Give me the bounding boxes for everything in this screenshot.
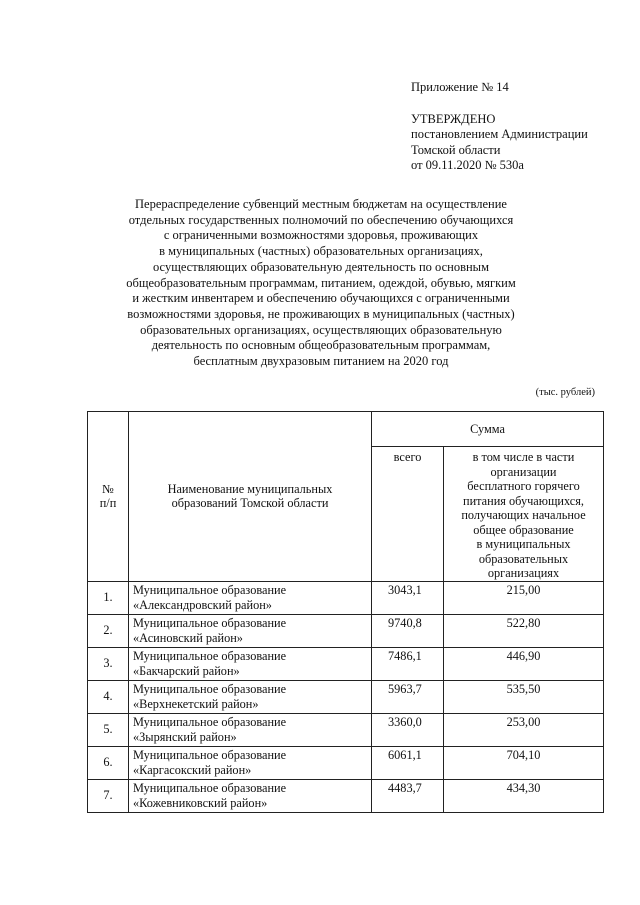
approval-line-2: Томской области: [411, 142, 501, 157]
header-number-line1: №: [102, 481, 114, 496]
title-line: бесплатным двухразовым питанием на 2020 год: [193, 354, 449, 369]
municipality-line1: Муниципальное образование: [133, 714, 287, 729]
table-row: [88, 713, 604, 746]
table-row: [88, 746, 604, 779]
table-row: [88, 647, 604, 680]
header-municipality-line1: Наименование муниципальных: [167, 481, 333, 496]
subsidy-table: [87, 411, 604, 813]
table-row: [88, 680, 604, 713]
title-line: и жестким инвентарем и обеспечению обучающихся с ограниченными: [132, 291, 510, 306]
approval-block: [411, 80, 588, 174]
table-row: [88, 614, 604, 647]
municipality-line2: «Александровский район»: [133, 597, 272, 612]
header-including-line: в том числе в части: [472, 450, 575, 464]
municipality-line1: Муниципальное образование: [133, 681, 287, 696]
header-including-line: организациях: [487, 566, 560, 580]
approval-line-1: постановлением Администрации: [411, 127, 588, 141]
row-municipality: [129, 614, 372, 647]
title-line: общеобразовательным программам, питанием, одеждой, обувью, мягким: [126, 275, 516, 290]
title-line: отдельных государственных полномочий по обеспечению обучающихся: [128, 212, 514, 227]
approval-line-3: от 09.11.2020 № 530а: [411, 158, 524, 172]
table-row: [88, 581, 604, 614]
table-header-row: [88, 412, 604, 447]
row-municipality: [129, 746, 372, 779]
header-including-line: получающих начальное: [461, 508, 586, 522]
document-title: [100, 197, 542, 370]
annex-number: Приложение № 14: [411, 80, 509, 94]
row-total: 4483,7: [372, 779, 444, 812]
row-number: 2.: [88, 614, 129, 647]
row-number: 6.: [88, 746, 129, 779]
title-line: образовательных организациях, осуществляющих образовательную: [140, 322, 502, 337]
row-number: 1.: [88, 581, 129, 614]
municipality-line2: «Бакчарский район»: [133, 663, 240, 678]
row-municipality: [129, 647, 372, 680]
header-total: всего: [372, 447, 444, 582]
approved-label: УТВЕРЖДЕНО: [411, 111, 496, 126]
table-row: [88, 779, 604, 812]
municipality-line1: Муниципальное образование: [133, 648, 287, 663]
municipality-line2: «Верхнекетский район»: [133, 696, 259, 711]
header-including-line: в муниципальных: [476, 537, 571, 551]
header-including-line: бесплатного горячего: [467, 479, 580, 493]
row-including: 446,90: [444, 647, 604, 680]
header-including-line: организации: [490, 464, 557, 479]
row-total: 6061,1: [372, 746, 444, 779]
row-total: 9740,8: [372, 614, 444, 647]
row-municipality: [129, 713, 372, 746]
row-including: 522,80: [444, 614, 604, 647]
row-number: 7.: [88, 779, 129, 812]
title-line: осуществляющих образовательную деятельность по основным: [153, 259, 489, 274]
row-including: 434,30: [444, 779, 604, 812]
row-including: 535,50: [444, 680, 604, 713]
title-line: возможностями здоровья, не проживающих в муниципальных (частных): [127, 306, 515, 321]
header-municipality: [129, 412, 372, 582]
row-number: 4.: [88, 680, 129, 713]
units-note: (тыс. рублей): [535, 387, 595, 398]
row-including: 215,00: [444, 581, 604, 614]
municipality-line2: «Кожевниковский район»: [133, 795, 268, 810]
row-including: 253,00: [444, 713, 604, 746]
title-line: Перераспределение субвенций местным бюджетам на осуществление: [135, 197, 507, 211]
header-municipality-line2: образований Томской области: [171, 496, 329, 511]
row-number: 3.: [88, 647, 129, 680]
title-line: с ограниченными возможностями здоровья, проживающих: [163, 228, 479, 243]
municipality-line1: Муниципальное образование: [133, 780, 287, 795]
header-number: [88, 412, 129, 582]
header-including: [444, 447, 604, 582]
row-number: 5.: [88, 713, 129, 746]
title-line: деятельность по основным общеобразовательным программам,: [151, 338, 491, 353]
municipality-line2: «Зырянский район»: [133, 729, 237, 744]
header-including-line: общее образование: [473, 522, 574, 537]
municipality-line1: Муниципальное образование: [133, 747, 287, 762]
row-total: 5963,7: [372, 680, 444, 713]
municipality-line1: Муниципальное образование: [133, 615, 287, 630]
header-including-line: питания обучающихся,: [463, 493, 584, 508]
municipality-line2: «Асиновский район»: [133, 630, 243, 645]
row-municipality: [129, 581, 372, 614]
title-line: в муниципальных (частных) образовательных организациях,: [159, 244, 483, 259]
municipality-line1: Муниципальное образование: [133, 582, 287, 597]
row-total: 7486,1: [372, 647, 444, 680]
header-number-line2: п/п: [99, 496, 117, 511]
header-sum: Сумма: [372, 412, 604, 447]
row-including: 704,10: [444, 746, 604, 779]
row-total: 3360,0: [372, 713, 444, 746]
municipality-line2: «Каргасокский район»: [133, 762, 252, 777]
row-total: 3043,1: [372, 581, 444, 614]
row-municipality: [129, 680, 372, 713]
header-including-line: образовательных: [478, 551, 569, 566]
row-municipality: [129, 779, 372, 812]
